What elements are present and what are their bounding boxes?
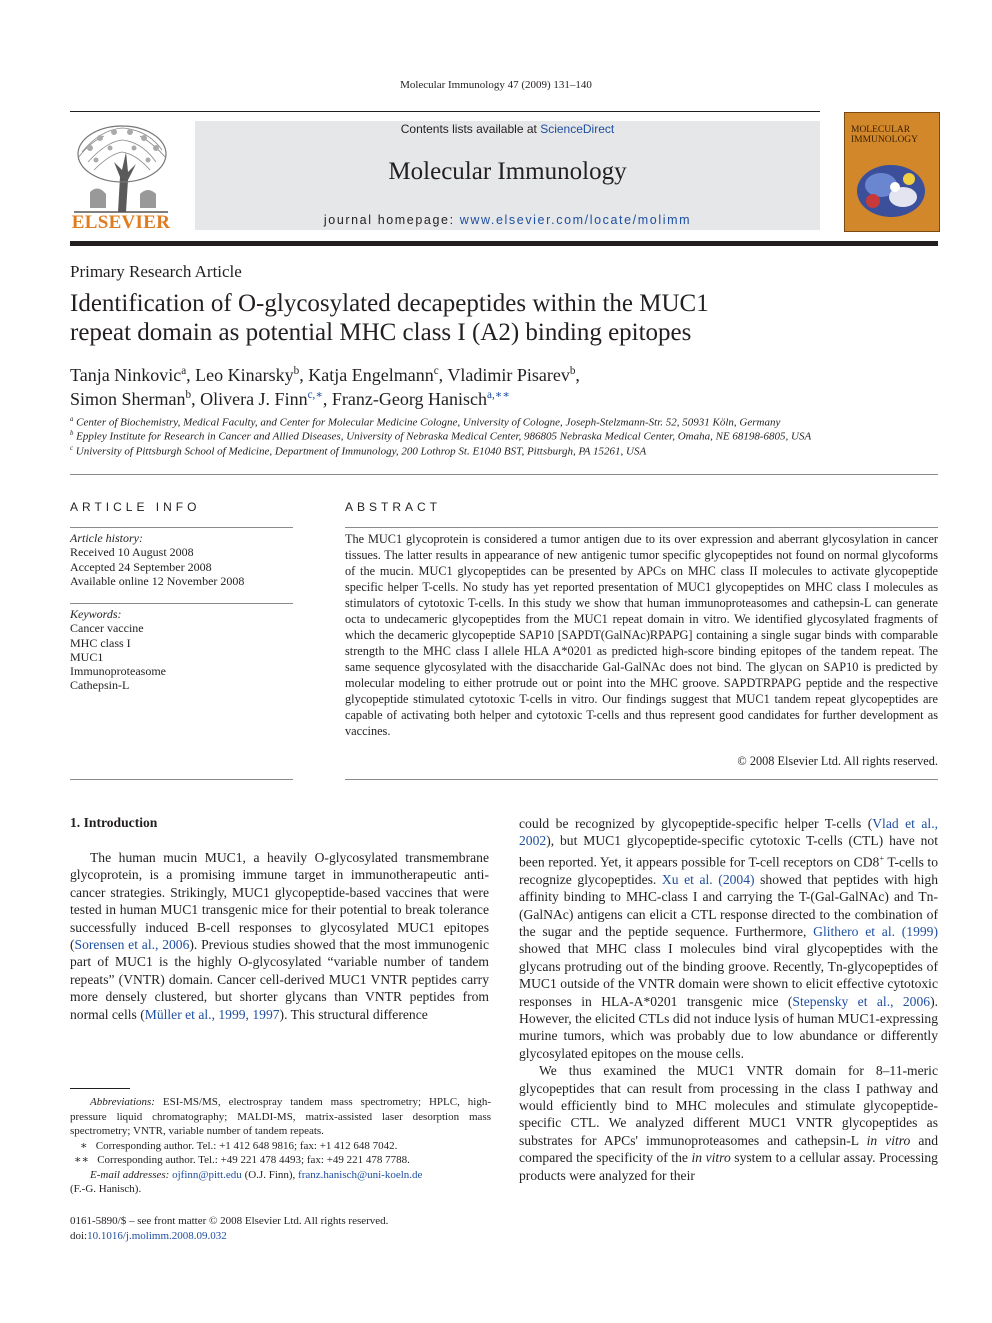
author-affil-mark: b xyxy=(569,365,576,377)
abstract-copyright: © 2008 Elsevier Ltd. All rights reserved. xyxy=(737,754,938,768)
citation-link[interactable]: Müller et al., 1999, 1997 xyxy=(144,1006,280,1022)
article-info-heading: ARTICLE INFO xyxy=(70,500,201,514)
history-accepted: Accepted 24 September 2008 xyxy=(70,559,212,574)
divider xyxy=(70,603,293,604)
article-title: Identification of O-glycosylated decapeptides within the MUC1 repeat domain as potential MHC class I (A2) binding epitopes xyxy=(70,290,709,346)
author-affil-mark[interactable]: c,∗ xyxy=(307,389,323,401)
author-name: Olivera J. Finn xyxy=(200,389,308,409)
email-link[interactable]: franz.hanisch@uni-koeln.de xyxy=(298,1168,423,1181)
intro-paragraph: We thus examined the MUC1 VNTR domain for 8–11-meric glycopeptides that can result from processing in the class I pathway and would efficiently bind to MHC molecules and stimulate glycopeptide-specific CTL. We analyzed different MUC1 VNTR glycopeptides as substrates for APCs' immunoproteasomes and cathepsin-L in vitro and compared the specificity of the in vitro system to a cellular assay. Processing products were analyzed for their xyxy=(519,1063,938,1183)
abstract-heading: ABSTRACT xyxy=(345,500,442,514)
citation-link[interactable]: Sorensen et al., 2006 xyxy=(74,937,190,953)
running-head: Molecular Immunology 47 (2009) 131–140 xyxy=(400,79,592,91)
footnote-rule xyxy=(70,1088,130,1089)
affiliation-c: $^c$ University of Pittsburgh School of Medicine, Department of Immunology, 200 Lothrop St. E1040 BST, Pittsburgh, PA 15261, USA xyxy=(70,445,647,458)
corresponding-author-1: ∗ Corresponding author. Tel.: +1 412 648 9816; fax: +1 412 648 7042. xyxy=(80,1139,398,1152)
author-name: Franz-Georg Hanisch xyxy=(331,389,488,409)
keywords: Keywords: Cancer vaccine MHC class I MUC1 Immunoproteasome Cathepsin-L xyxy=(70,607,293,693)
header-thick-rule xyxy=(70,241,938,246)
article-type: Primary Research Article xyxy=(70,262,242,281)
author-name: Simon Sherman xyxy=(70,389,186,409)
divider xyxy=(70,779,293,780)
author-name: Tanja Ninkovic xyxy=(70,365,182,385)
author-name: Leo Kinarsky xyxy=(195,365,294,385)
intro-left-column xyxy=(70,849,489,1023)
contents-line: Contents lists available at ScienceDirect xyxy=(400,122,615,136)
author-name: Katja Engelmann xyxy=(308,365,434,385)
citation-link[interactable]: Xu et al. (2004) xyxy=(661,871,755,887)
keyword: Cancer vaccine xyxy=(70,621,144,636)
citation-link[interactable]: Stepensky et al., 2006 xyxy=(792,993,931,1009)
author-affil-mark: b xyxy=(185,389,192,401)
author-line-1: Tanja Ninkovic$^a$, Leo Kinarsky$^b$, Katja Engelmann$^c$, Vladimir Pisarev$^b$, xyxy=(70,365,580,385)
journal-cover-image xyxy=(844,112,940,232)
author-name: Vladimir Pisarev xyxy=(447,365,570,385)
citation-link[interactable]: Vlad et al., 2002 xyxy=(519,816,938,849)
keyword: MHC class I xyxy=(70,635,131,650)
intro-paragraph: The human mucin MUC1, a heavily O-glycosylated transmembrane glycoprotein, is a promising immune target in immunotherapeutic anti-cancer strategies. Strikingly, MUC1 glycopeptide-based vaccines that were tested in human MUC1 transgenic mice for their potential to break tolerance successfully induced B-cell responses to glycosylated MUC1 epitopes (Sorensen et al., 2006). Previous studies showed that the most immunogenic part of MUC1 is the highly O-glycosylated “variable number of tandem repeats” (VNTR) domain. Cancer cell-derived MUC1 VNTR peptides carry more densely clustered, but shorter glycans than VNTR peptides from normal cells (Müller et al., 1999, 1997). This structural difference xyxy=(70,850,489,1022)
homepage-link[interactable]: www.elsevier.com/locate/molimm xyxy=(459,213,692,227)
article-history: Article history: Received 10 August 2008 Accepted 24 September 2008 Available online 12 November 2008 xyxy=(70,531,293,588)
author-affil-mark: b xyxy=(293,365,300,377)
history-received: Received 10 August 2008 xyxy=(70,545,194,560)
affiliation-a: $^a$ Center of Biochemistry, Medical Faculty, and Center for Molecular Medicine Cologne, University of Cologne, Joseph-Stelzmann-Str. 52, 50931 Köln, Germany xyxy=(70,416,781,429)
intro-right-column xyxy=(519,815,938,1184)
cover-molecule-icon xyxy=(851,151,933,227)
author-line-2: Simon Sherman$^b$, Olivera J. Finn$^{c,∗}$, Franz-Georg Hanisch$^{a,∗∗}$ xyxy=(70,389,510,409)
corresponding-author-2: ∗∗ Corresponding author. Tel.: +49 221 478 4493; fax: +49 221 478 7788. xyxy=(74,1154,410,1166)
cover-title: MOLECULAR IMMUNOLOGY xyxy=(851,125,919,145)
author-affil-mark: c xyxy=(433,365,439,377)
doi-link[interactable]: 10.1016/j.molimm.2008.09.032 xyxy=(87,1230,227,1242)
sciencedirect-link[interactable]: ScienceDirect xyxy=(540,122,615,136)
divider xyxy=(70,527,293,528)
keyword: Cathepsin-L xyxy=(70,678,130,693)
header-rule xyxy=(70,111,820,112)
elsevier-tree-logo xyxy=(70,122,172,214)
history-online: Available online 12 November 2008 xyxy=(70,573,245,588)
citation-link[interactable]: Glithero et al. (1999) xyxy=(813,923,938,939)
keyword: MUC1 xyxy=(70,649,104,664)
email-link[interactable]: ojfinn@pitt.edu xyxy=(172,1168,242,1181)
author-affil-mark[interactable]: a,∗∗ xyxy=(487,389,510,401)
divider xyxy=(345,779,938,780)
divider xyxy=(345,527,938,528)
section-heading-introduction: 1. Introduction xyxy=(70,815,158,830)
journal-homepage: journal homepage: www.elsevier.com/locate/molimm xyxy=(323,213,692,227)
author-list xyxy=(70,361,930,409)
front-matter-line: 0161-5890/$ – see front matter © 2008 Elsevier Ltd. All rights reserved. xyxy=(70,1215,389,1227)
journal-title: Molecular Immunology xyxy=(388,158,627,185)
keyword: Immunoproteasome xyxy=(70,664,166,679)
email-addresses: E-mail addresses: ojfinn@pitt.edu (O.J. Finn), franz.hanisch@uni-koeln.de xyxy=(90,1168,423,1181)
journal-banner xyxy=(195,121,820,230)
abbreviations-footnote: Abbreviations: ESI-MS/MS, electrospray tandem mass spectrometry; HPLC, high-pressure liquid chromatography; MALDI-MS, matrix-assisted laser desorption mass spectrometry; VNTR, variable number of tandem repeats. xyxy=(70,1096,491,1137)
doi-line: doi:10.1016/j.molimm.2008.09.032 xyxy=(70,1230,227,1242)
elsevier-wordmark: ELSEVIER xyxy=(71,212,171,233)
abstract-text: The MUC1 glycoprotein is considered a tumor antigen due to its over expression and aberrant glycosylation in cancer tissues. The latter results in appearance of new antigenic tumor specific glycopeptides not found on normal glycoforms of the mucin. MUC1 glycopeptides can be presented by APCs on MHC class II molecules to activate glycopeptide specific helper T-cells. No study has yet reported presentation of MUC1 glycopeptides on MHC class I molecules as stimulators of cytotoxic T-cells. In this study we show that human immunoproteasomes and cathepsin-L can generate octa to undecameric glycopeptides from the MUC1 repeat domain in vitro. We identified glycosylated fragments of which the decameric glycopeptide SAP10 [SAPDT(GalNAc)RPAPG] containing a single sugar binds with comparable strength to the MHC class I allele HLA A*0201 as predicted high-score binding epitopes of the tandem repeat. The same sequence glycosylated with the disaccharide Gal-GalNAc does not bind. The glycan on SAP10 is predicted by molecular modeling to either protrude out or point into the MHC groove. SAPDTRPAPG peptide and the respective glycopeptide stimulated cytotoxic T-cells in vitro. Our findings suggest that MUC1 tandem repeat glycopeptides are capable of activating both helper and cytotoxic T-cells and thus represent good candidates for further development as vaccines. xyxy=(345,532,938,738)
author-affil-mark: a xyxy=(181,365,187,377)
affiliation-b: $^b$ Eppley Institute for Research in Cancer and Allied Diseases, University of Nebraska Medical Center, 986805 Nebraska Medical Center, Omaha, NE 68198-6805, USA xyxy=(70,430,812,443)
intro-paragraph: could be recognized by glycopeptide-specific helper T-cells (Vlad et al., 2002), but MUC1 glycopeptide-specific cytotoxic T-cells (CTL) have not been reported. Yet, it appears possible for T-cell receptors on CD8+ T-cells to recognize glycopeptides. Xu et al. (2004) showed that peptides with high affinity binding to MHC-class I and carrying the T-(Gal-GalNAc) and Tn-(GalNAc) antigens can elicit a CTL response directed to the combination of the sugar and the peptide sequence. Furthermore, Glithero et al. (1999) showed that MHC class I molecules bind viral glycopeptides with the glycans protruding out of the binding groove. Recently, Tn-glycopeptides of MUC1 outside of the VNTR domain were shown to elicit effective cytotoxic responses in HLA-A*0201 transgenic mice (Stepensky et al., 2006). However, the elicited CTLs did not induce lysis of human MUC1-expressing murine tumors, which was probably due to low abundance or differently glycosylated epitopes on the mouse cells. xyxy=(519,816,938,1061)
divider xyxy=(70,474,938,475)
footnotes: Abbreviations: ESI-MS/MS, electrospray tandem mass spectrometry; HPLC, high-pressure liquid chromatography; MALDI-MS, matrix-assisted laser desorption mass spectrometry; VNTR, variable number of tandem repeats. ∗ Corresponding author. Tel.: +1 412 648 9816; fax: +1 412 648 7042. ∗∗ Corresponding author. Tel.: +49 221 478 4493; fax: +49 221 478 7788. E-mail addresses: ojfinn@pitt.edu (O.J. Finn), franz.hanisch@uni-koeln.de (F.-G. Hanisch). xyxy=(70,1096,491,1195)
issn-doi xyxy=(70,1214,388,1244)
